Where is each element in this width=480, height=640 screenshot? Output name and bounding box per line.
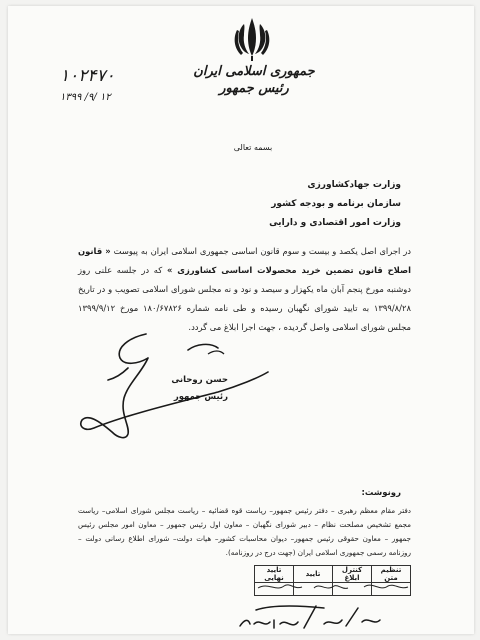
handwritten-date-icon — [234, 600, 394, 634]
letterhead-country: جمهوری اسلامی ایران — [193, 64, 315, 79]
cc-heading: رونوشت: — [361, 488, 401, 498]
reference-block — [60, 66, 140, 103]
cc-recipients: دفتر مقام معظم رهبری – دفتر رئیس جمهور– ریاست قوه قضائیه – ریاست مجلس شورای اسلامی– ریاست مجمع تشخیص مصلحت نظام – دبیر شورای نگهبان – معاون اول رئیس جمهور – معاون امور مجلس رئیس جمهور – معاون حقوقی رئیس جمهور– دیوان محاسبات کشور– هیات دولت– شورای اطلاع رسانی دولت – روزنامه رسمی جمهوری اسلامی ایران (جهت درج در روزنامه). — [78, 506, 411, 557]
bismillah: بسمه تعالی — [233, 143, 273, 152]
body-text-rest: که در جلسه علنی روز دوشنبه مورخ پنجم آبان ماه یکهزار و سیصد و نود و نه مجلس شورای اسلامی تصویب و در تاریخ ۱۳۹۹/۸/۲۸ به تایید شورای نگهبان رسیده و طی نامه شماره ۱۸۰/۶۷۸۲۶ مورخ ۱۳۹۹/۹/۱۲ مجلس شورای اسلامی واصل گردیده ، جهت اجرا ابلاغ می گردد. — [78, 265, 411, 332]
addressee-item: وزارت جهادکشاورزی — [307, 180, 401, 190]
letterhead — [184, 64, 324, 96]
routing-col-drafting: تنظیم متن — [372, 566, 411, 583]
addressee-item: وزارت امور اقتصادی و دارایی — [269, 218, 401, 228]
iran-emblem-icon — [232, 16, 272, 62]
letter-page — [8, 6, 474, 634]
signer-block — [158, 372, 228, 406]
reference-number: ۱۰۲۴۷۰ — [60, 66, 115, 86]
signer-title: رئیس جمهور — [173, 392, 228, 402]
routing-col-control: کنترل ابلاغ — [333, 566, 372, 583]
law-title: « قانون اصلاح قانون تضمین خرید محصولات اساسی کشاورزی » — [78, 246, 411, 275]
letter-body — [78, 242, 411, 337]
signer-name: حسن روحانی — [171, 375, 228, 385]
routing-col-final-approval: تایید نهایی — [255, 566, 294, 583]
body-text-intro: در اجرای اصل یکصد و بیست و سوم قانون اساسی جمهوری اسلامی ایران به پیوست — [110, 246, 412, 256]
letterhead-office: رئیس جمهور — [219, 81, 289, 96]
addressee-list — [201, 176, 401, 233]
routing-col-approval: تایید — [294, 566, 333, 583]
addressee-item: سازمان برنامه و بودجه کشور — [271, 199, 401, 209]
routing-initials-icon — [254, 578, 414, 596]
reference-date: ۱۳۹۹ /۹/ ۱۲ — [60, 92, 111, 103]
